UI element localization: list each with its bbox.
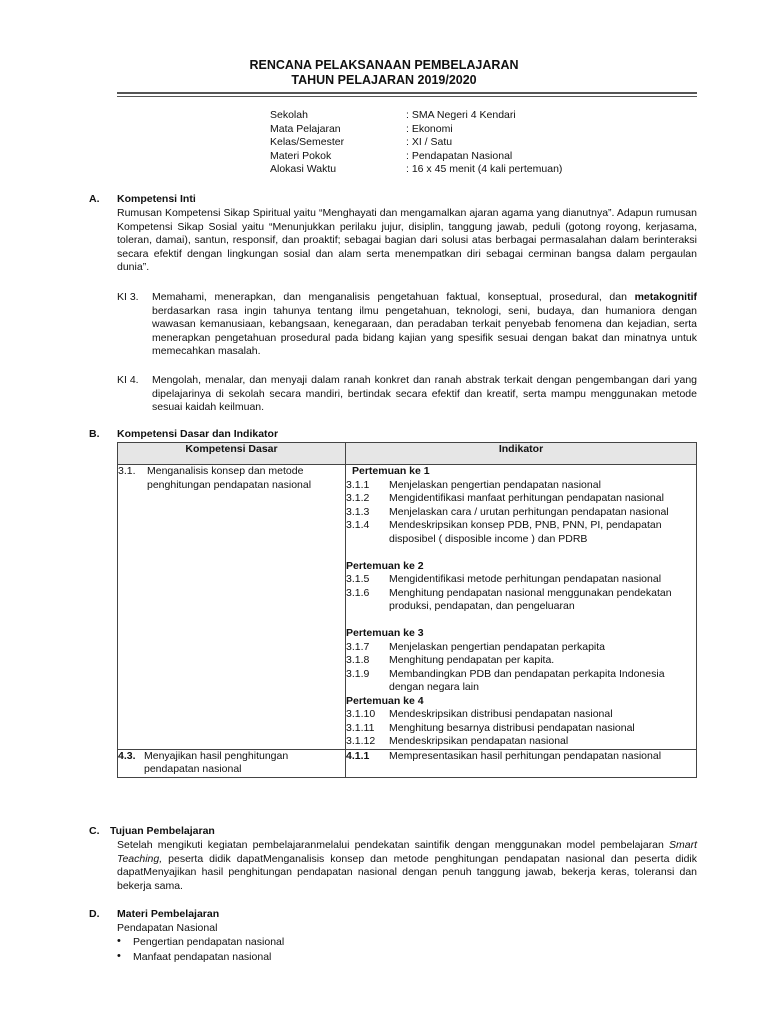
identity-value: : Pendapatan Nasional [406, 149, 513, 162]
indicator-item [346, 506, 696, 520]
indicator-number: 3.1.3 [346, 505, 370, 518]
section-d-subtitle: Pendapatan Nasional [117, 922, 218, 934]
indicator-number: 3.1.8 [346, 654, 370, 666]
identity-row [270, 150, 562, 164]
indicator-text: Menjelaskan pengertian pendapatan nasional [389, 478, 601, 491]
section-c-title: Tujuan Pembelajaran [110, 825, 215, 837]
indicator-item [346, 668, 696, 695]
col-kompetensi-dasar: Kompetensi Dasar [118, 443, 346, 465]
kd-number: 3.1. [118, 465, 136, 477]
ki3-text [152, 291, 697, 359]
list-item: • Manfaat pendapatan nasional [117, 951, 284, 966]
ki3-label: KI 3. [117, 291, 139, 303]
kd-number: 4.3. [118, 749, 136, 762]
identity-value: : Ekonomi [406, 122, 453, 135]
indicator-text: Menghitung pendapatan per kapita. [389, 654, 555, 666]
kd-indicator-table [117, 442, 697, 778]
section-a-intro: Rumusan Kompetensi Sikap Spiritual yaitu “Menghayati dan mengamalkan ajaran agama yang dianutnya”. Adapun rumusan Kompetensi Sikap Sosial yaitu “Menunjukkan perilaku jujur, disiplin, tanggung jawab, peduli (gotong royong, kerjasama, toleran, damai), santun, responsif, dan proaktif; sebagai bagian dari solusi atas berbagai permasalahan dalam berinteraksi secara efektif dengan lingkungan sosial dan alam serta menempatkan diri sebagai cerminan bangsa dalam pergaulan dunia”. [117, 207, 697, 273]
spacer [346, 546, 696, 560]
indicator-item [346, 750, 696, 764]
section-d-letter: D. [89, 908, 100, 920]
indicator-item [346, 479, 696, 493]
indicator-text: Menjelaskan cara / urutan perhitungan pendapatan nasional [389, 505, 669, 518]
indicator-number: 3.1.1 [346, 478, 370, 491]
kd-cell [118, 749, 346, 777]
table-row [118, 465, 697, 750]
identity-value: : 16 x 45 menit (4 kali pertemuan) [406, 163, 563, 175]
identity-row [270, 109, 562, 123]
indicator-item [346, 654, 696, 668]
title-rule-thick [117, 92, 697, 94]
title-rule-thin [117, 96, 697, 97]
table-header-row [118, 443, 697, 465]
academic-year: TAHUN PELAJARAN 2019/2020 [291, 73, 477, 87]
table-row [118, 749, 697, 777]
indicator-number: 3.1.12 [346, 735, 376, 747]
indicator-item [346, 519, 696, 546]
list-item: • Pengertian pendapatan nasional [117, 936, 284, 951]
identity-value: : SMA Negeri 4 Kendari [406, 109, 516, 121]
indicator-item [346, 708, 696, 722]
ki3-text-b: berdasarkan rasa ingin tahunya tentang ilmu pengetahuan, teknologi, seni, budaya, dan humaniora dengan wawasan kemanusiaan, kebangsaan, kenegaraan, dan peradaban terkait penyebab fenomena dan kejadian, serta menerapkan pengetahuan prosedural pada bidang kajian yang spesifik sesuai dengan bakat dan minatnya untuk memecahkan masalah. [152, 304, 697, 357]
indicator-text: Menghitung pendapatan nasional menggunakan pendekatan produksi, pendapatan, dan pengeluaran [389, 586, 672, 612]
indicator-item [346, 641, 696, 655]
indicator-text: Mengidentifikasi manfaat perhitungan pendapatan nasional [389, 492, 664, 504]
indicator-number: 3.1.9 [346, 667, 370, 680]
identity-row [270, 123, 562, 137]
ki3-text-a: Memahami, menerapkan, dan menganalisis pengetahuan faktual, konseptual, prosedural, dan [152, 291, 635, 303]
identity-key: Sekolah [270, 109, 308, 121]
indicator-item [346, 573, 696, 587]
indicator-text: Menghitung besarnya distribusi pendapatan nasional [389, 721, 635, 734]
identity-key: Mata Pelajaran [270, 122, 341, 135]
section-c-text [117, 839, 697, 893]
section-c-letter: C. [89, 825, 100, 837]
indicator-text: Mendeskripsikan distribusi pendapatan nasional [389, 708, 613, 720]
indicator-number: 3.1.7 [346, 640, 370, 653]
section-c-text-a: Setelah mengikuti kegiatan pembelajaranmelalui pendekatan saintifik dengan menggunakan model pembelajaran [117, 839, 669, 851]
meeting-heading: Pertemuan ke 3 [346, 627, 424, 639]
meeting-heading: Pertemuan ke 1 [352, 465, 430, 477]
section-b-title: Kompetensi Dasar dan Indikator [117, 428, 279, 440]
indicator-text: Membandingkan PDB dan pendapatan perkapita Indonesia dengan negara lain [389, 667, 665, 693]
kd-cell [118, 465, 346, 750]
meeting-heading: Pertemuan ke 4 [346, 694, 424, 707]
identity-value: : XI / Satu [406, 136, 453, 148]
indicator-text: Menjelaskan pengertian pendapatan perkapita [389, 640, 605, 653]
indicator-number: 3.1.11 [346, 721, 375, 734]
indicator-number: 3.1.4 [346, 519, 370, 531]
section-d-title: Materi Pembelajaran [117, 908, 220, 920]
identity-key: Alokasi Waktu [270, 163, 337, 175]
indicator-number: 3.1.10 [346, 708, 376, 720]
indicator-text: Mempresentasikan hasil perhitungan pendapatan nasional [389, 749, 662, 762]
kd-text: Menganalisis konsep dan metode penghitungan pendapatan nasional [147, 465, 312, 491]
identity-block [270, 109, 562, 177]
indicator-cell [346, 465, 697, 750]
identity-row [270, 136, 562, 150]
section-a-letter: A. [89, 193, 100, 205]
indicator-number: 4.1.1 [346, 749, 370, 762]
identity-row [270, 163, 562, 177]
meeting-heading: Pertemuan ke 2 [346, 559, 424, 572]
document-title: RENCANA PELAKSANAAN PEMBELAJARAN [249, 58, 519, 72]
indicator-item [346, 722, 696, 736]
identity-key: Materi Pokok [270, 149, 332, 162]
kd-text: Menyajikan hasil penghitungan pendapatan nasional [144, 749, 289, 775]
ki4-text: Mengolah, menalar, dan menyaji dalam ranah konkret dan ranah abstrak terkait dengan pengembangan dari yang dipelajarinya di sekolah secara mandiri, bertindak secara efektif dan kreatif, serta mampu menggunakan metode sesuai kaidah keilmuan. [152, 374, 697, 413]
section-b-letter: B. [89, 428, 100, 440]
indicator-text: Mendeskripsikan konsep PDB, PNB, PNN, PI, pendapatan disposibel ( disposible income ) dan PDRB [389, 519, 662, 545]
indicator-item [346, 735, 696, 749]
indicator-text: Mendeskripsikan pendapatan nasional [389, 735, 569, 747]
indicator-item [346, 492, 696, 506]
section-c-text-b: peserta didik dapatMenganalisis konsep dan metode penghitungan pendapatan nasional dan peserta didik dapatMenyajikan hasil penghitungan pendapatan nasional dengan penuh tanggung jawab, bekerja keras, toleransi dan bekerja sama. [117, 852, 697, 892]
section-a-title: Kompetensi Inti [117, 193, 196, 205]
indicator-number: 3.1.2 [346, 492, 370, 504]
ki3-text-bold: metakognitif [634, 291, 697, 303]
section-c-text-italic: Smart Teaching, [117, 839, 697, 865]
indicator-number: 3.1.5 [346, 573, 370, 585]
indicator-number: 3.1.6 [346, 586, 370, 599]
identity-key: Kelas/Semester [270, 136, 345, 148]
indicator-item [346, 587, 696, 614]
spacer [346, 614, 696, 628]
indicator-text: Mengidentifikasi metode perhitungan pendapatan nasional [389, 573, 662, 585]
ki4-label: KI 4. [117, 374, 139, 386]
col-indikator: Indikator [346, 443, 697, 465]
materi-list [117, 936, 284, 966]
indicator-cell [346, 749, 697, 777]
